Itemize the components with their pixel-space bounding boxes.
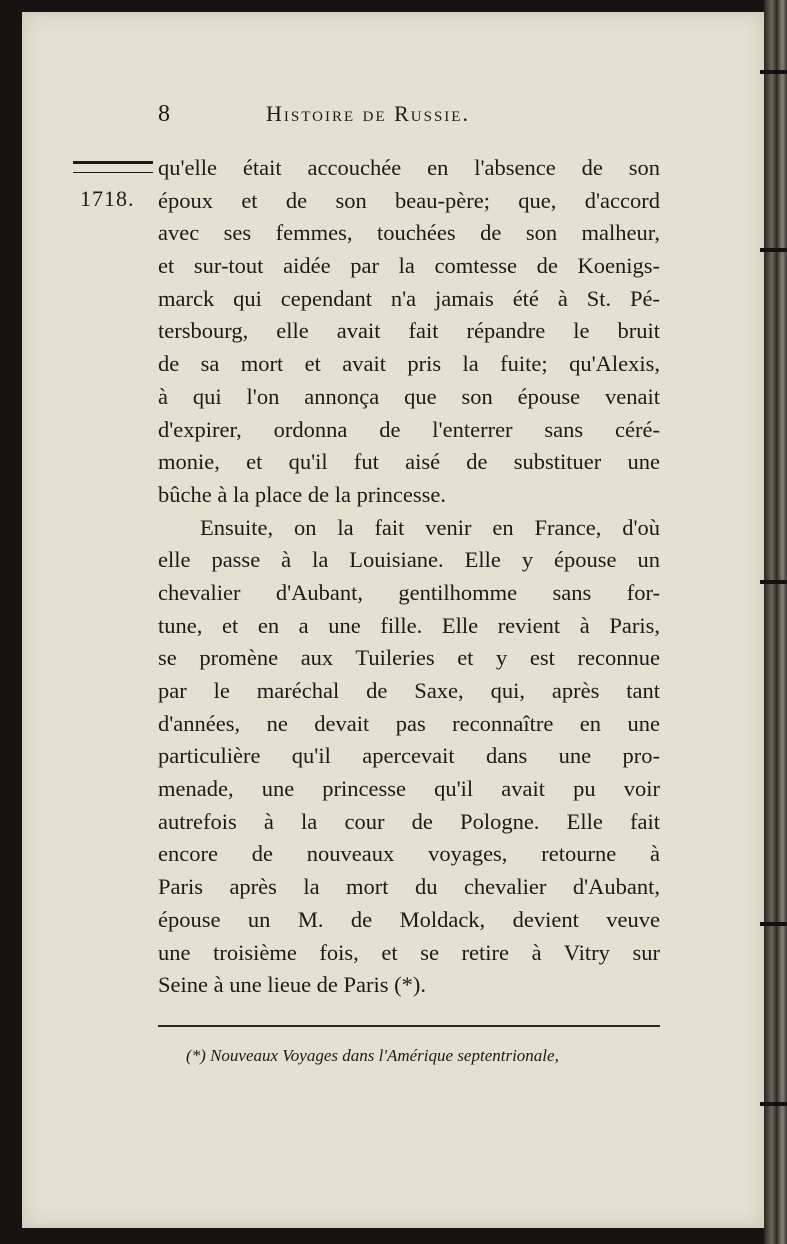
text-line: épouse un M. de Moldack, devient veuve xyxy=(158,906,660,932)
edge-mark xyxy=(760,580,787,584)
text-line: de sa mort et avait pris la fuite; qu'Alexis, xyxy=(158,351,660,377)
text-line: Paris après la mort du chevalier d'Aubant, xyxy=(158,874,660,900)
text-line: monie, et qu'il fut aisé de substituer une xyxy=(158,449,660,475)
text-line: menade, une princesse qu'il avait pu voir xyxy=(158,776,660,802)
text-line: bûche à la place de la princesse. xyxy=(158,481,446,507)
text-line: avec ses femmes, touchées de son malheur, xyxy=(158,220,660,246)
text-line: particulière qu'il apercevait dans une pro- xyxy=(158,743,660,769)
text-line: une troisième fois, et se retire à Vitry sur xyxy=(158,939,660,965)
text-line: à qui l'on annonça que son épouse venait xyxy=(158,383,660,409)
body-text xyxy=(158,152,660,1002)
running-header xyxy=(158,101,660,131)
text-line: époux et de son beau-père; que, d'accord xyxy=(158,187,660,213)
text-line: par le maréchal de Saxe, qui, après tant xyxy=(158,678,660,703)
edge-mark xyxy=(760,1102,787,1106)
text-line: tune, et en a une fille. Elle revient à Paris, xyxy=(158,612,660,638)
edge-mark xyxy=(760,248,787,252)
text-line: encore de nouveaux voyages, retourne à xyxy=(158,841,660,867)
text-line: chevalier d'Aubant, gentilhomme sans for- xyxy=(158,579,660,605)
text-line: tersbourg, elle avait fait répandre le bruit xyxy=(158,318,660,344)
text-line: d'années, ne devait pas reconnaître en une xyxy=(158,710,660,736)
edge-mark xyxy=(760,922,787,926)
text-line: Ensuite, on la fait venir en France, d'où xyxy=(200,514,660,540)
running-title: Histoire de Russie. xyxy=(266,101,470,126)
text-line: elle passe à la Louisiane. Elle y épouse un xyxy=(158,547,660,573)
text-line: autrefois à la cour de Pologne. Elle fait xyxy=(158,808,660,834)
text-line: se promène aux Tuileries et y est reconnue xyxy=(158,645,660,671)
text-line: qu'elle était accouchée en l'absence de son xyxy=(158,155,660,180)
text-line: marck qui cependant n'a jamais été à St. Pé- xyxy=(158,285,660,311)
footnote-rule xyxy=(158,1025,660,1027)
page-number: 8 xyxy=(158,101,170,127)
footnote: (*) Nouveaux Voyages dans l'Amérique septentrionale, xyxy=(186,1046,559,1065)
section-rule-mark xyxy=(73,161,153,173)
text-line: d'expirer, ordonna de l'enterrer sans céré- xyxy=(158,416,660,442)
page-edge xyxy=(764,0,787,1244)
margin-year: 1718. xyxy=(80,186,135,211)
text-line: Seine à une lieue de Paris (*). xyxy=(158,972,427,998)
text-line: et sur-tout aidée par la comtesse de Koenigs- xyxy=(158,253,660,279)
edge-mark xyxy=(760,70,787,74)
